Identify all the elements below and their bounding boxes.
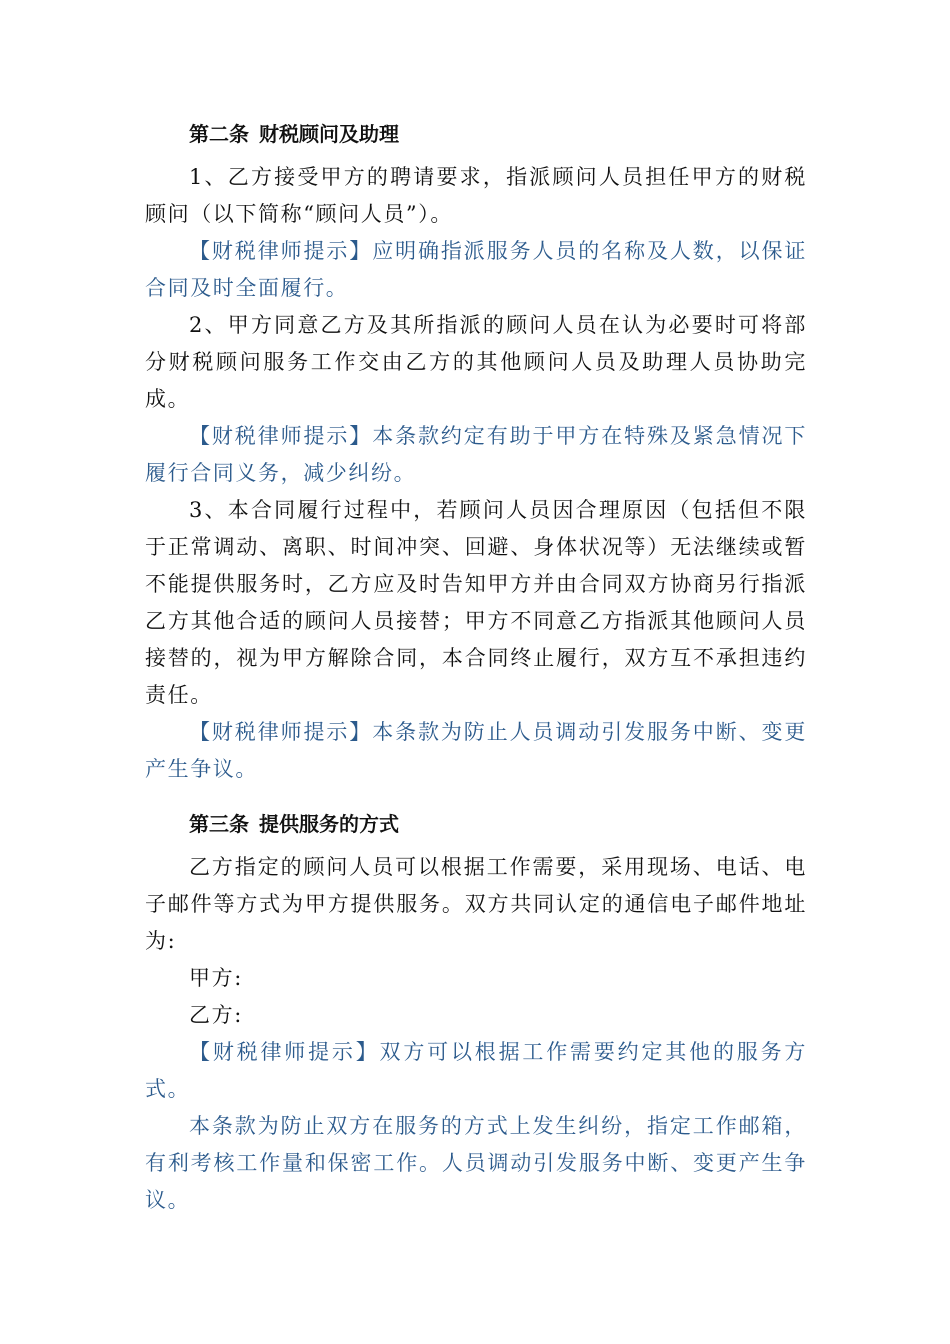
article-2-clause-2: 2、甲方同意乙方及其所指派的顾问人员在认为必要时可将部分财税顾问服务工作交由乙方的其他顾问人员及助理人员协助完成。 (145, 313, 807, 411)
document-page (145, 116, 807, 1219)
article-2-note-2: 【财税律师提示】本条款约定有助于甲方在特殊及紧急情况下履行合同义务，减少纠纷。 (145, 424, 807, 485)
article-3-title: 提供服务的方式 (259, 812, 399, 836)
article-2-heading (145, 116, 807, 153)
party-b-email-label: 乙方: (189, 1003, 243, 1027)
article-3-heading (145, 806, 807, 843)
article-2-note-1: 【财税律师提示】应明确指派服务人员的名称及人数，以保证合同及时全面履行。 (145, 239, 807, 300)
article-2-number: 第二条 (189, 122, 249, 146)
party-a-email-label: 甲方: (189, 966, 243, 990)
article-3-note-1: 【财税律师提示】双方可以根据工作需要约定其他的服务方式。 (145, 1040, 807, 1101)
article-2-note-3: 【财税律师提示】本条款为防止人员调动引发服务中断、变更产生争议。 (145, 720, 807, 781)
article-3-note-2: 本条款为防止双方在服务的方式上发生纠纷，指定工作邮箱，有利考核工作量和保密工作。人员调动引发服务中断、变更产生争议。 (145, 1114, 807, 1212)
article-2-clause-1: 1、乙方接受甲方的聘请要求，指派顾问人员担任甲方的财税顾问（以下简称“顾问人员”）。 (145, 165, 807, 226)
article-3-number: 第三条 (189, 812, 249, 836)
article-2-clause-3: 3、本合同履行过程中，若顾问人员因合理原因（包括但不限于正常调动、离职、时间冲突、回避、身体状况等）无法继续或暂不能提供服务时，乙方应及时告知甲方并由合同双方协商另行指派乙方其他合适的顾问人员接替；甲方不同意乙方指派其他顾问人员接替的，视为甲方解除合同，本合同终止履行，双方互不承担违约责任。 (145, 498, 807, 707)
article-2-title: 财税顾问及助理 (259, 122, 399, 146)
article-3-clause-1: 乙方指定的顾问人员可以根据工作需要，采用现场、电话、电子邮件等方式为甲方提供服务。双方共同认定的通信电子邮件地址为: (145, 855, 807, 953)
